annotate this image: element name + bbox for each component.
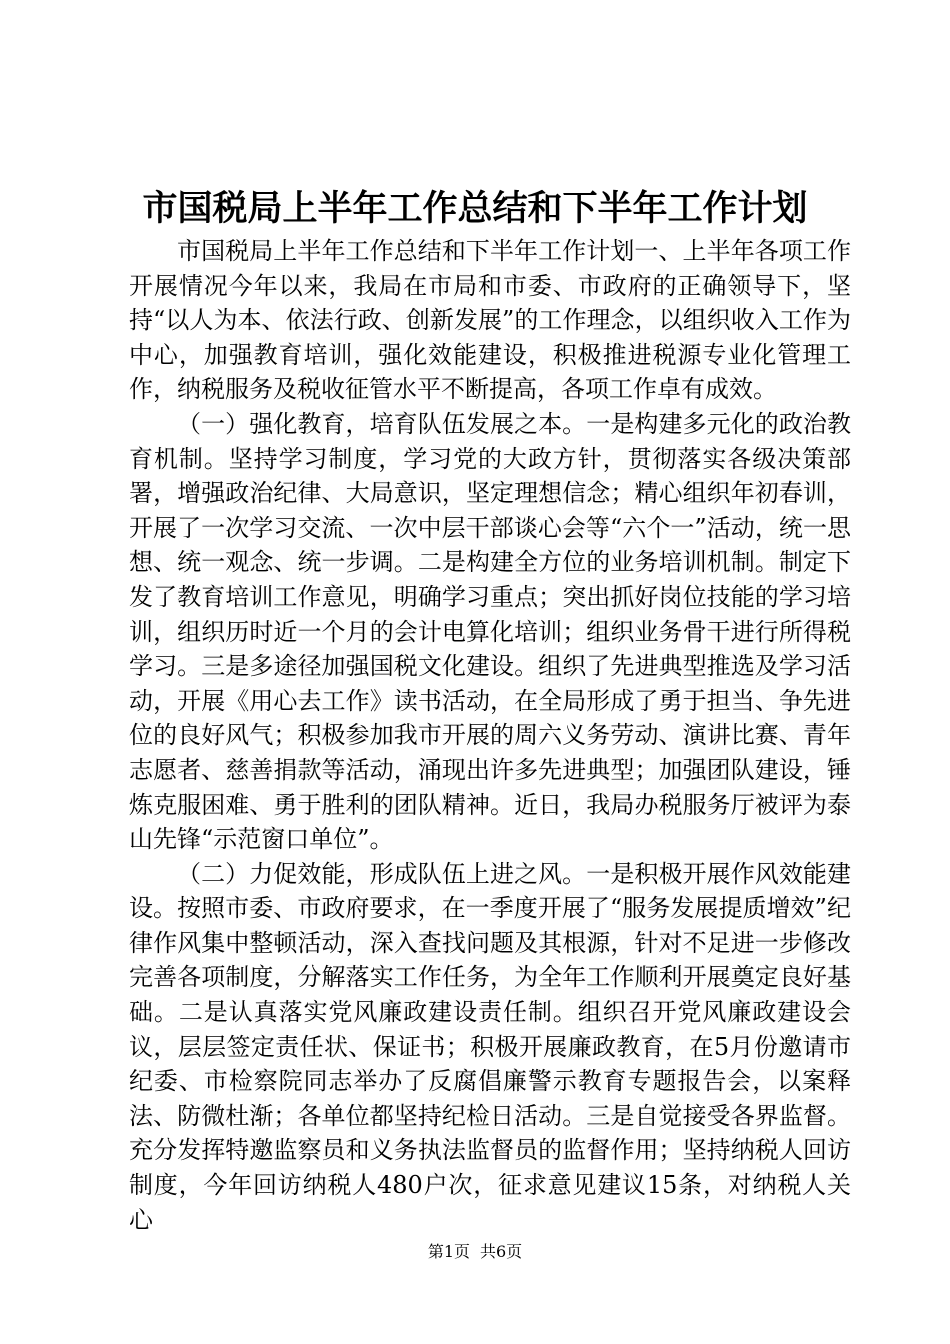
page-total: 共6页 <box>480 1242 523 1261</box>
document-body <box>129 234 851 1237</box>
page-current: 第1页 <box>427 1242 470 1261</box>
paragraph-intro: 市国税局上半年工作总结和下半年工作计划一、上半年各项工作开展情况今年以来，我局在市局和市委、市政府的正确领导下，坚持“以人为本、依法行政、创新发展”的工作理念，以组织收入工作为中心，加强教育培训，强化效能建设，积极推进税源专业化管理工作，纳税服务及税收征管水平不断提高，各项工作卓有成效。 <box>129 237 851 404</box>
document-title: 市国税局上半年工作总结和下半年工作计划 <box>142 188 808 229</box>
page-number-footer <box>0 1241 950 1263</box>
paragraph-section-1: （一）强化教育，培育队伍发展之本。一是构建多元化的政治教育机制。坚持学习制度，学习党的大政方针，贯彻落实各级决策部署，增强政治纪律、大局意识，坚定理想信念；精心组织年初春训，开展了一次学习交流、一次中层干部谈心会等“六个一”活动，统一思想、统一观念、统一步调。二是构建全方位的业务培训机制。制定下发了教育培训工作意见，明确学习重点；突出抓好岗位技能的学习培训，组织历时近一个月的会计电算化培训；组织业务骨干进行所得税学习。三是多途径加强国税文化建设。组织了先进典型推选及学习活动，开展《用心去工作》读书活动，在全局形成了勇于担当、争先进位的良好风气；积极参加我市开展的周六义务劳动、演讲比赛、青年志愿者、慈善捐款等活动，涌现出许多先进典型；加强团队建设，锤炼克服困难、勇于胜利的团队精神。近日，我局办税服务厅被评为泰山先锋“示范窗口单位”。 <box>129 409 851 854</box>
paragraph-section-2: （二）力促效能，形成队伍上进之风。一是积极开展作风效能建设。按照市委、市政府要求，在一季度开展了“服务发展提质增效”纪律作风集中整顿活动，深入查找问题及其根源，针对不足进一步修改完善各项制度，分解落实工作任务，为全年工作顺利开展奠定良好基础。二是认真落实党风廉政建设责任制。组织召开党风廉政建设会议，层层签定责任状、保证书；积极开展廉政教育，在5月份邀请市纪委、市检察院同志举办了反腐倡廉警示教育专题报告会，以案释法、防微杜渐；各单位都坚持纪检日活动。三是自觉接受各界监督。充分发挥特邀监察员和义务执法监督员的监督作用；坚持纳税人回访制度，今年回访纳税人480户次，征求意见建议15条，对纳税人关心 <box>129 859 851 1234</box>
